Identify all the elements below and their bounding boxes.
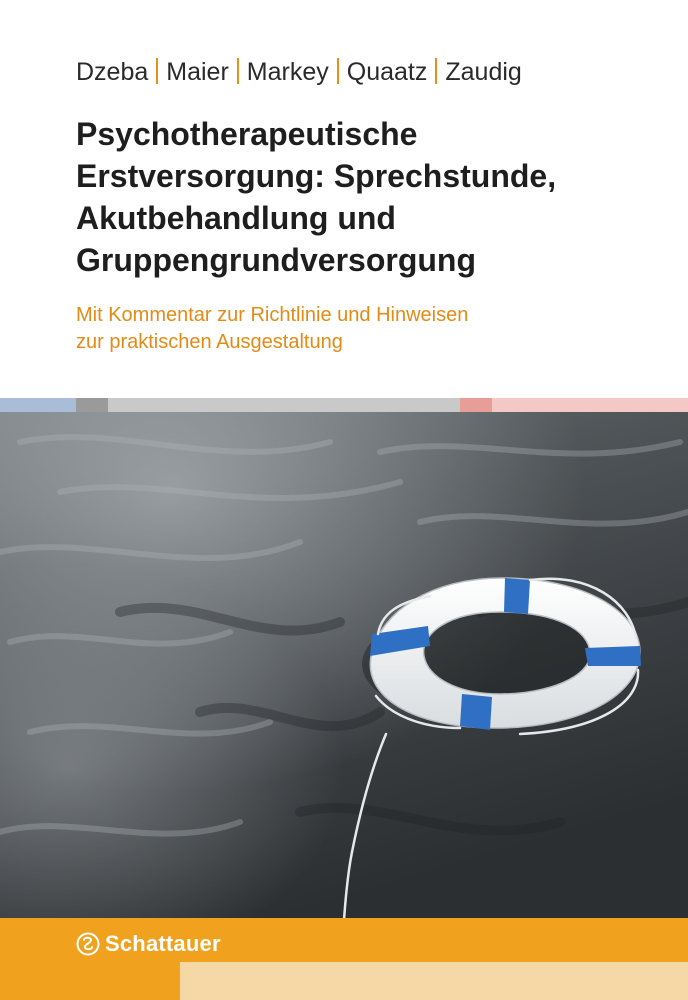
schattauer-logo-icon [76,932,100,956]
author-name: Dzeba [76,58,149,86]
author-separator [156,58,158,84]
book-subtitle [76,302,676,356]
cover-photo [0,412,688,920]
title-line: Akutbehandlung und [76,200,396,236]
publisher-footer [0,918,688,1000]
subtitle-line: Mit Kommentar zur Richtlinie und Hinweisen [76,304,469,326]
author-name: Zaudig [445,58,522,86]
author-list [76,58,522,87]
author-separator [337,58,339,84]
author-separator [237,58,239,84]
footer-light-block [180,962,688,1000]
color-strip-pink [492,398,688,412]
subtitle-line: zur praktischen Ausgestaltung [76,331,343,353]
publisher-logo [76,931,221,957]
title-line: Erstversorgung: Sprechstunde, [76,158,557,194]
lifebuoy-on-water-photo [0,412,688,920]
author-name: Quaatz [346,58,428,86]
book-title [76,113,676,281]
color-strip [0,398,688,412]
title-line: Gruppengrundversorgung [76,242,476,278]
author-name: Maier [166,58,229,86]
author-separator [435,58,437,84]
color-strip-red [460,398,492,412]
color-strip-dark [76,398,108,412]
color-strip-gray [108,398,460,412]
author-name: Markey [246,58,329,86]
publisher-name: Schattauer [105,931,221,956]
color-strip-blue [0,398,76,412]
title-line: Psychotherapeutische [76,116,418,152]
